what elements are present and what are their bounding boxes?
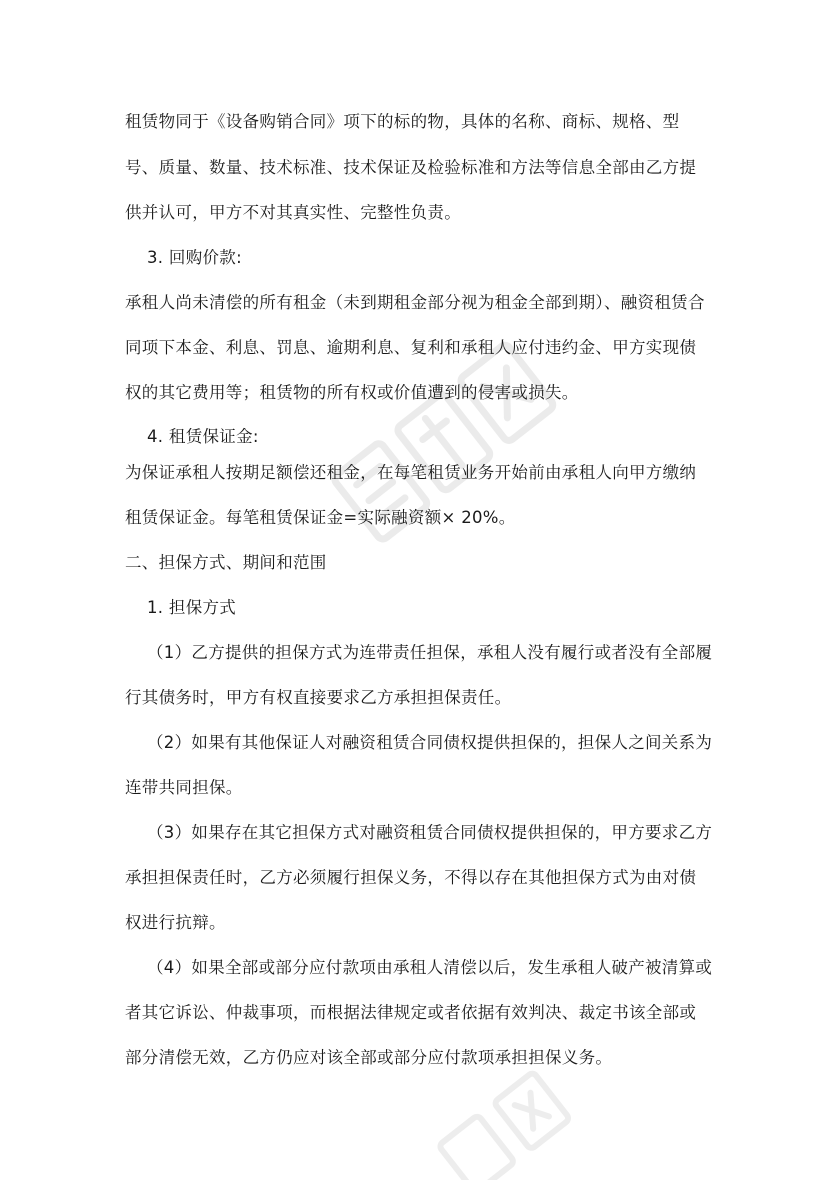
- section-heading-lease-deposit: 4. 租赁保证金:: [147, 427, 259, 446]
- clause-line: 部分清偿无效，乙方仍应对该全部或部分应付款项承担担保义务。: [125, 1048, 613, 1067]
- section-heading-guarantee-method: 1. 担保方式: [147, 598, 237, 617]
- clause-line: 承担担保责任时，乙方必须履行担保义务，不得以存在其他担保方式为由对债: [125, 868, 697, 887]
- clause-line: （2）如果有其他保证人对融资租赁合同债权提供担保的，担保人之间关系为: [147, 733, 713, 752]
- paragraph-line: 权的其它费用等；租赁物的所有权或价值遭到的侵害或损失。: [125, 383, 579, 402]
- clause-line: （4）如果全部或部分应付款项由承租人清偿以后，发生承租人破产被清算或: [147, 958, 713, 977]
- paragraph-line: 租赁物同于《设备购销合同》项下的标的物，具体的名称、商标、规格、型: [125, 112, 680, 131]
- clause-line: 者其它诉讼、仲裁事项，而根据法律规定或者依据有效判决、裁定书该全部或: [125, 1003, 697, 1022]
- paragraph-line: 租赁保证金。每笔租赁保证金=实际融资额× 20%。: [125, 508, 516, 527]
- clause-line: 行其债务时，甲方有权直接要求乙方承担担保责任。: [125, 688, 512, 707]
- chapter-heading-guarantee: 二、担保方式、期间和范围: [125, 553, 327, 572]
- paragraph-line: 为保证承租人按期足额偿还租金，在每笔租赁业务开始前由承租人向甲方缴纳: [125, 463, 697, 482]
- clause-line: （3）如果存在其它担保方式对融资租赁合同债权提供担保的，甲方要求乙方: [147, 823, 713, 842]
- clause-line: 连带共同担保。: [125, 778, 243, 797]
- section-heading-buyback-price: 3. 回购价款:: [147, 248, 242, 267]
- paragraph-line: 承租人尚未清偿的所有租金（未到期租金部分视为租金全部到期）、融资租赁合: [125, 293, 705, 312]
- paragraph-line: 号、质量、数量、技术标准、技术保证及检验标准和方法等信息全部由乙方提: [125, 158, 697, 177]
- paragraph-line: 同项下本金、利息、罚息、逾期利息、复利和承租人应付违约金、甲方实现债: [125, 338, 697, 357]
- watermark-logo-bottom: [420, 1060, 620, 1180]
- clause-line: （1）乙方提供的担保方式为连带责任担保，承租人没有履行或者没有全部履: [147, 643, 713, 662]
- clause-line: 权进行抗辩。: [125, 913, 226, 932]
- paragraph-line: 供并认可，甲方不对其真实性、完整性负责。: [125, 203, 461, 222]
- watermark-logo: [320, 330, 580, 570]
